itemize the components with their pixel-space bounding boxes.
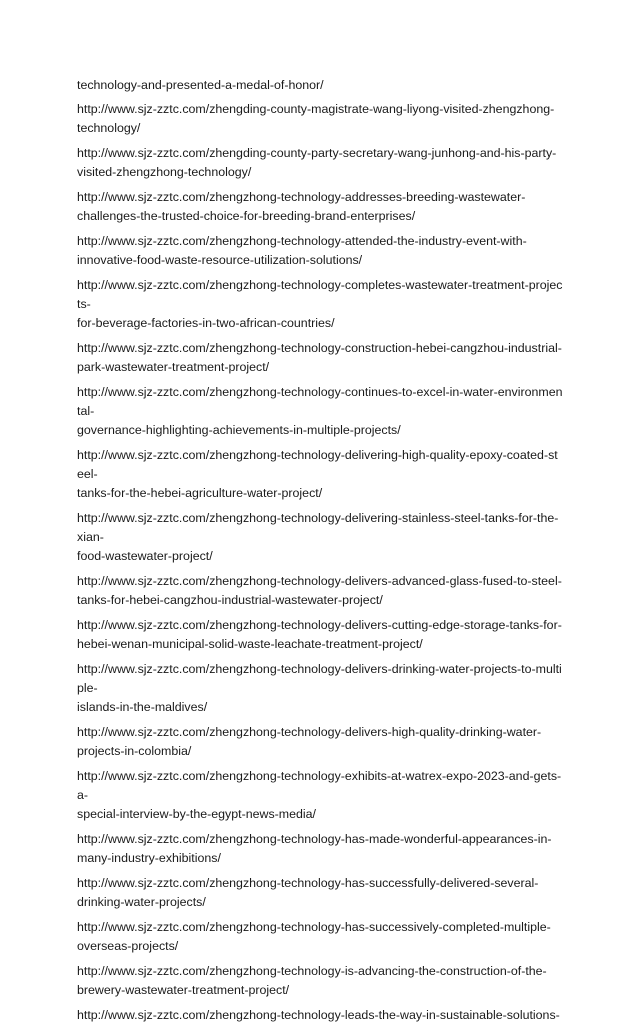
url-entry: http://www.sjz-zztc.com/zhengzhong-technology-exhibits-at-watrex-expo-2023-and-gets-a- special-interview-by-the-egypt-news-media/ [77,769,562,821]
document-page [77,76,563,1031]
url-entry: http://www.sjz-zztc.com/zhengzhong-technology-is-advancing-the-construction-of-the- brewery-wastewater-treatment-project/ [77,964,547,997]
url-entry: http://www.sjz-zztc.com/zhengzhong-technology-delivering-stainless-steel-tanks-for-the-xian- food-wastewater-project/ [77,511,559,563]
url-continuation-line: technology-and-presented-a-medal-of-honor/ [77,78,324,92]
url-entry: http://www.sjz-zztc.com/zhengzhong-technology-delivers-advanced-glass-fused-to-steel- tanks-for-hebei-cangzhou-industrial-wastewater-project/ [77,574,562,607]
url-entry: http://www.sjz-zztc.com/zhengzhong-technology-delivers-cutting-edge-storage-tanks-for- hebei-wenan-municipal-solid-waste-leachate-treatment-project/ [77,618,562,651]
url-entry: http://www.sjz-zztc.com/zhengding-county-party-secretary-wang-junhong-and-his-party- visited-zhengzhong-technology/ [77,146,557,179]
url-entry: http://www.sjz-zztc.com/zhengzhong-technology-construction-hebei-cangzhou-industrial- park-wastewater-treatment-project/ [77,341,562,374]
url-entry: http://www.sjz-zztc.com/zhengzhong-technology-continues-to-excel-in-water-environmental- governance-highlighting-achievements-in-multiple-projects/ [77,385,563,437]
url-entry: http://www.sjz-zztc.com/zhengzhong-technology-has-successively-completed-multiple- overseas-projects/ [77,920,551,953]
url-entry: http://www.sjz-zztc.com/zhengzhong-technology-has-made-wonderful-appearances-in- many-industry-exhibitions/ [77,832,552,865]
url-entry: http://www.sjz-zztc.com/zhengzhong-technology-leads-the-way-in-sustainable-solutions- [77,1008,560,1022]
url-entry: http://www.sjz-zztc.com/zhengzhong-technology-completes-wastewater-treatment-projects- for-beverage-factories-in-two-african-countries/ [77,278,563,330]
url-entry: http://www.sjz-zztc.com/zhengzhong-technology-attended-the-industry-event-with- innovative-food-waste-resource-utilization-solutions/ [77,234,527,267]
url-entry: http://www.sjz-zztc.com/zhengzhong-technology-delivers-high-quality-drinking-water- projects-in-colombia/ [77,725,542,758]
url-entry: http://www.sjz-zztc.com/zhengzhong-technology-delivering-high-quality-epoxy-coated-steel- tanks-for-the-hebei-agriculture-water-project/ [77,448,558,500]
url-entry: http://www.sjz-zztc.com/zhengzhong-technology-delivers-drinking-water-projects-to-multiple- islands-in-the-maldives/ [77,662,562,714]
url-entry: http://www.sjz-zztc.com/zhengzhong-technology-addresses-breeding-wastewater- challenges-the-trusted-choice-for-breeding-brand-enterprises/ [77,190,526,223]
url-entry: http://www.sjz-zztc.com/zhengzhong-technology-has-successfully-delivered-several- drinking-water-projects/ [77,876,539,909]
url-entry: http://www.sjz-zztc.com/zhengding-county-magistrate-wang-liyong-visited-zhengzhong- technology/ [77,102,555,135]
